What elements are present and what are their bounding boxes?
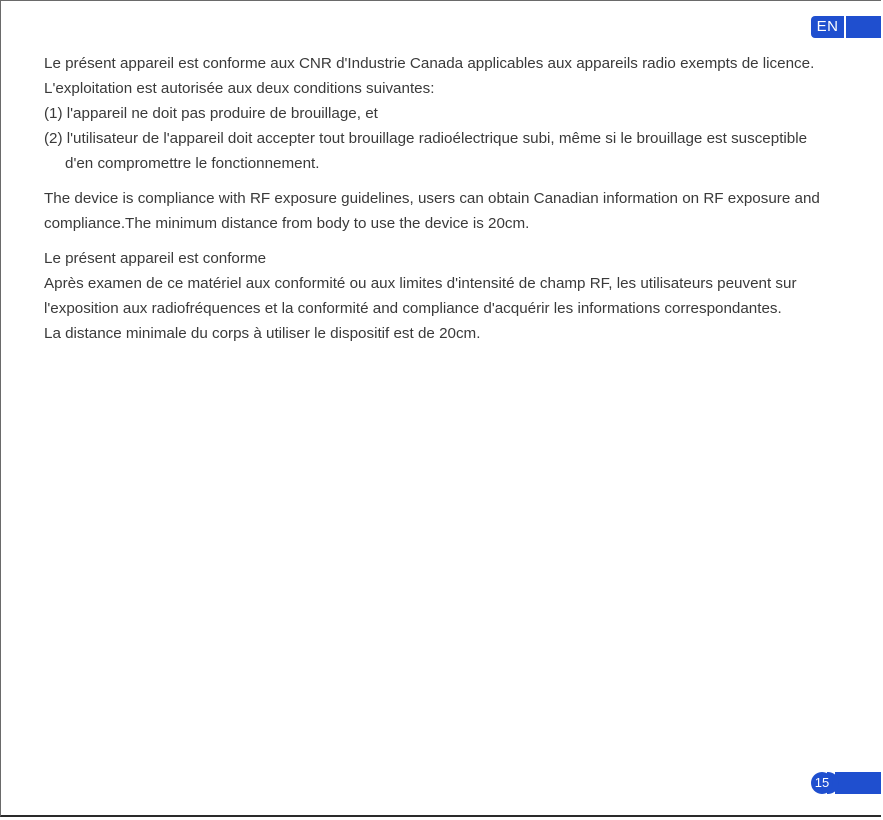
text-line: Le présent appareil est conforme (44, 250, 267, 267)
page-tab-bar (835, 772, 881, 794)
language-tab-bar (846, 16, 881, 38)
rf-exposure-french-statement (44, 246, 844, 346)
text-line: d'en compromettre le fonctionnement. (65, 155, 320, 172)
text-line: compliance.The minimum distance from body to use the device is 20cm. (44, 215, 530, 232)
page-number-tab (811, 772, 881, 794)
text-line: l'exposition aux radiofréquences et la conformité and compliance d'acquérir les informations correspondantes. (44, 300, 782, 317)
text-line: Le présent appareil est conforme aux CNR d'Industrie Canada applicables aux appareils radio exempts de licence. (44, 55, 815, 72)
ised-french-statement (44, 51, 844, 176)
page-content (44, 51, 844, 356)
page-number: 15 (811, 772, 833, 794)
text-line: L'exploitation est autorisée aux deux conditions suivantes: (44, 80, 435, 97)
language-tab (811, 16, 881, 38)
text-line: La distance minimale du corps à utiliser le dispositif est de 20cm. (44, 325, 481, 342)
text-line: (2) l'utilisateur de l'appareil doit accepter tout brouillage radioélectrique subi, même si le brouillage est susceptible (44, 130, 808, 147)
rf-exposure-english-statement (44, 186, 844, 236)
text-line: The device is compliance with RF exposure guidelines, users can obtain Canadian information on RF exposure and (44, 190, 820, 207)
text-line: Après examen de ce matériel aux conformité ou aux limites d'intensité de champ RF, les utilisateurs peuvent sur (44, 275, 797, 292)
language-badge: EN (811, 16, 844, 38)
text-line: (1) l'appareil ne doit pas produire de brouillage, et (44, 105, 378, 122)
